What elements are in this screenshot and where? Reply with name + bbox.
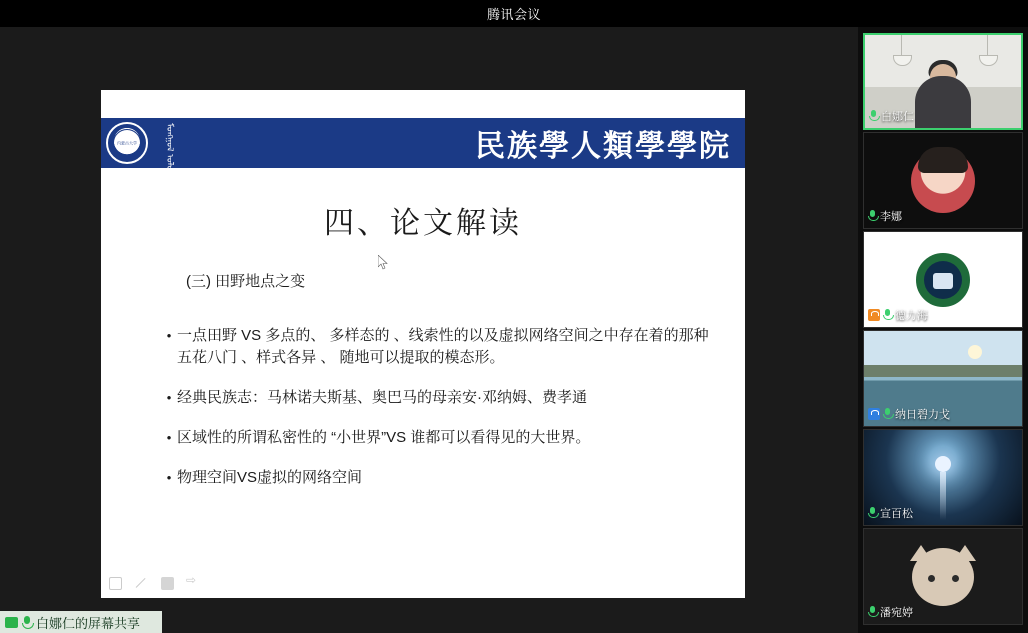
participant-name: 纳日碧力戈 [895, 409, 950, 421]
participant-tile-lina[interactable] [863, 132, 1023, 229]
host-badge-icon [868, 309, 880, 321]
microphone-icon [868, 606, 877, 618]
slide-band-title: 民族學人類學學院 [475, 129, 731, 164]
participant-label [868, 604, 913, 620]
crest-text: 内蒙古大学 [117, 140, 137, 146]
participant-label [868, 307, 928, 323]
shared-screen-stage[interactable] [0, 27, 858, 633]
participant-name: 白娜仁 [881, 111, 914, 123]
host-badge-icon [868, 408, 880, 420]
bullet-text: 经典民族志：马林诺夫斯基、奥巴马的母亲安·邓纳姆、费孝通 [177, 389, 587, 406]
list-item [161, 427, 721, 449]
bullet-marker-icon: • [166, 390, 172, 405]
university-crest-icon [106, 122, 148, 164]
bullet-text: 一点田野 VS 多点的、 多样态的 、线索性的以及虚拟网络空间之中存在着的那种五花八门 、样式各异 、 随地可以提取的模态形。 [177, 327, 709, 366]
participant-name: 潘宛婷 [880, 607, 913, 619]
app-title: 腾讯会议 [486, 7, 541, 22]
microphone-icon [869, 110, 878, 122]
slide-bullet-list [161, 325, 721, 507]
list-item [161, 467, 721, 489]
pen-icon[interactable] [135, 577, 148, 590]
participant-label [868, 406, 950, 422]
microphone-icon [868, 507, 877, 519]
presentation-slide [101, 90, 745, 598]
screen-share-icon [5, 617, 18, 628]
participant-label [868, 505, 913, 521]
microphone-icon [883, 408, 892, 420]
participant-name: 德力海 [895, 310, 928, 322]
bullet-text: 区域性的所谓私密性的 “小世界”VS 谁都可以看得见的大世界。 [177, 429, 591, 446]
participant-tile-delihai[interactable] [863, 231, 1023, 328]
screen-share-indicator [0, 611, 162, 633]
participant-label [869, 108, 914, 124]
participant-tile-panwanting[interactable] [863, 528, 1023, 625]
participant-rail[interactable] [858, 27, 1028, 633]
participant-name: 宣百松 [880, 508, 913, 520]
bullet-marker-icon: • [166, 430, 172, 445]
window-titlebar [0, 0, 1028, 27]
mongolian-script-text: ᠮᠣᠩᠭᠣᠯ ᠤᠯᠤᠰ ᠤᠨ ᠰᠤᠷᠭᠠᠭᠤᠯᠢ [165, 123, 175, 236]
microphone-icon [883, 309, 892, 321]
list-item [161, 325, 721, 369]
participant-tile-naribilige[interactable] [863, 330, 1023, 427]
participant-label [868, 208, 902, 224]
participant-tile-bainaren[interactable] [863, 33, 1023, 130]
screen-share-label: 白娜仁的屏幕共享 [36, 615, 141, 631]
participant-tile-xuanbaisong[interactable] [863, 429, 1023, 526]
list-item [161, 387, 721, 409]
slide-subheading: (三) 田野地点之变 [186, 273, 306, 290]
slide-toolbar[interactable] [109, 577, 200, 590]
bullet-text: 物理空间VS虚拟的网络空间 [177, 469, 363, 486]
microphone-icon [868, 210, 877, 222]
bullet-marker-icon: • [166, 328, 172, 343]
participant-name: 李娜 [880, 211, 902, 223]
microphone-icon [22, 616, 32, 629]
back-icon[interactable] [109, 577, 122, 590]
slide-heading: 四、论文解读 [324, 207, 522, 240]
pointer-icon[interactable] [187, 577, 200, 590]
bullet-marker-icon: • [166, 470, 172, 485]
shape-icon[interactable] [161, 577, 174, 590]
